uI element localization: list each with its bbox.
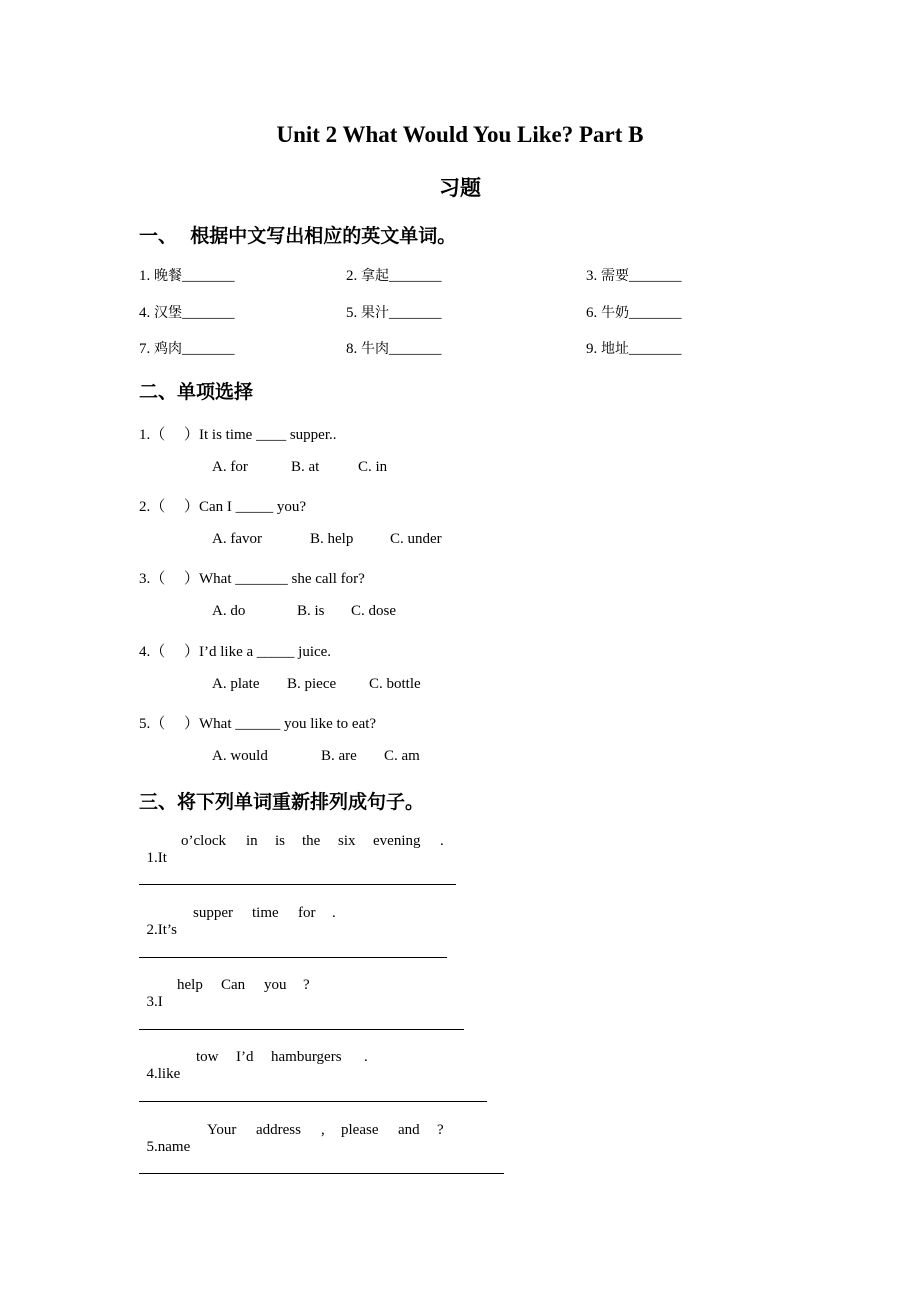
word: , xyxy=(321,1122,325,1138)
mc-option[interactable]: A. favor xyxy=(212,531,262,547)
vocab-item xyxy=(346,302,442,322)
mc-option[interactable]: A. would xyxy=(212,748,268,764)
word: tow xyxy=(196,1049,219,1065)
vocab-blank[interactable]: _______ xyxy=(629,341,682,357)
word: . xyxy=(364,1049,368,1065)
vocab-word: 晚餐 xyxy=(154,268,182,284)
mc-option[interactable]: B. at xyxy=(291,459,320,475)
answer-paren[interactable]: （ ） xyxy=(150,716,200,732)
word: six xyxy=(338,833,356,849)
word: . xyxy=(332,905,336,921)
answer-line[interactable] xyxy=(139,1101,487,1102)
item-number: 4. xyxy=(146,1066,158,1082)
reorder-item xyxy=(139,905,177,939)
vocab-number: 5. xyxy=(346,305,358,321)
word: name xyxy=(157,1139,191,1155)
mc-option[interactable]: B. piece xyxy=(287,676,337,692)
mc-option[interactable]: C. am xyxy=(384,748,420,764)
word: ? xyxy=(437,1122,444,1138)
vocab-item xyxy=(586,302,682,322)
vocab-number: 3. xyxy=(586,268,598,284)
vocab-word: 需要 xyxy=(601,268,629,284)
question-number: 2. xyxy=(139,499,151,515)
item-number: 5. xyxy=(146,1139,158,1155)
answer-line[interactable] xyxy=(139,1173,504,1174)
vocab-blank[interactable]: _______ xyxy=(389,305,442,321)
mc-question xyxy=(139,640,331,661)
word: the xyxy=(302,833,321,849)
answer-line[interactable] xyxy=(139,884,456,885)
question-text: What ______ you like to eat? xyxy=(199,716,377,732)
mc-option[interactable]: C. under xyxy=(390,531,442,547)
vocab-word: 汉堡 xyxy=(154,305,182,321)
reorder-item xyxy=(139,1122,190,1156)
vocab-blank[interactable]: _______ xyxy=(182,268,235,284)
mc-question xyxy=(139,423,337,444)
question-text: What _______ she call for? xyxy=(199,571,365,587)
vocab-word: 鸡肉 xyxy=(154,341,182,357)
answer-paren[interactable]: （ ） xyxy=(150,499,200,515)
vocab-blank[interactable]: _______ xyxy=(629,305,682,321)
word: . xyxy=(440,833,444,849)
page-title: Unit 2 What Would You Like? Part B xyxy=(276,122,644,147)
vocab-item xyxy=(346,265,442,285)
item-number: 1. xyxy=(146,850,158,866)
answer-line[interactable] xyxy=(139,957,447,958)
mc-question xyxy=(139,495,306,516)
vocab-item xyxy=(346,338,442,358)
word: I’d xyxy=(236,1049,254,1065)
section2-heading: 二、单项选择 xyxy=(139,381,254,403)
word: I xyxy=(157,994,163,1010)
vocab-item xyxy=(139,302,235,322)
question-number: 4. xyxy=(139,644,151,660)
mc-question xyxy=(139,712,376,733)
question-number: 1. xyxy=(139,427,151,443)
vocab-blank[interactable]: _______ xyxy=(389,341,442,357)
word: is xyxy=(275,833,286,849)
section1-heading: 一、 根据中文写出相应的英文单词。 xyxy=(139,225,457,247)
question-text: Can I _____ you? xyxy=(199,499,307,515)
item-number: 3. xyxy=(146,994,158,1010)
vocab-word: 牛肉 xyxy=(361,341,389,357)
word: please xyxy=(341,1122,379,1138)
vocab-item xyxy=(586,338,682,358)
mc-option[interactable]: A. plate xyxy=(212,676,260,692)
answer-paren[interactable]: （ ） xyxy=(150,644,200,660)
vocab-item xyxy=(139,265,235,285)
word: ? xyxy=(303,977,310,993)
word: o’clock xyxy=(181,833,226,849)
vocab-blank[interactable]: _______ xyxy=(389,268,442,284)
section3-heading: 三、将下列单词重新排列成句子。 xyxy=(139,791,425,813)
mc-option[interactable]: C. dose xyxy=(351,603,396,619)
vocab-blank[interactable]: _______ xyxy=(182,341,235,357)
word: address xyxy=(256,1122,301,1138)
vocab-word: 拿起 xyxy=(361,268,389,284)
vocab-number: 6. xyxy=(586,305,598,321)
vocab-number: 8. xyxy=(346,341,358,357)
question-number: 5. xyxy=(139,716,151,732)
mc-option[interactable]: A. for xyxy=(212,459,248,475)
word: help xyxy=(177,977,203,993)
mc-question xyxy=(139,567,365,588)
vocab-word: 牛奶 xyxy=(601,305,629,321)
word: supper xyxy=(193,905,233,921)
item-number: 2. xyxy=(146,922,158,938)
question-text: It is time ____ supper.. xyxy=(199,427,337,443)
reorder-item xyxy=(139,1049,180,1083)
word: in xyxy=(246,833,258,849)
word: and xyxy=(398,1122,420,1138)
word: It xyxy=(157,850,167,866)
vocab-blank[interactable]: _______ xyxy=(629,268,682,284)
vocab-item xyxy=(586,265,682,285)
vocab-number: 7. xyxy=(139,341,151,357)
word: time xyxy=(252,905,279,921)
mc-option[interactable]: C. bottle xyxy=(369,676,421,692)
answer-paren[interactable]: （ ） xyxy=(150,427,200,443)
word: evening xyxy=(373,833,421,849)
vocab-item xyxy=(139,338,235,358)
vocab-blank[interactable]: _______ xyxy=(182,305,235,321)
question-text: I’d like a _____ juice. xyxy=(199,644,332,660)
word: you xyxy=(264,977,287,993)
vocab-word: 地址 xyxy=(601,341,629,357)
answer-paren[interactable]: （ ） xyxy=(150,571,200,587)
vocab-number: 9. xyxy=(586,341,598,357)
vocab-word: 果汁 xyxy=(361,305,389,321)
mc-option[interactable]: C. in xyxy=(358,459,388,475)
mc-option[interactable]: B. are xyxy=(321,748,357,764)
word: Your xyxy=(207,1122,237,1138)
mc-option[interactable]: B. help xyxy=(310,531,354,547)
word: Can xyxy=(221,977,246,993)
vocab-number: 2. xyxy=(346,268,358,284)
reorder-item xyxy=(139,833,167,867)
mc-option[interactable]: A. do xyxy=(212,603,246,619)
mc-option[interactable]: B. is xyxy=(297,603,325,619)
vocab-number: 4. xyxy=(139,305,151,321)
answer-line[interactable] xyxy=(139,1029,464,1030)
reorder-item xyxy=(139,977,163,1011)
word: like xyxy=(157,1066,181,1082)
vocab-number: 1. xyxy=(139,268,151,284)
page-subtitle: 习题 xyxy=(439,176,481,200)
question-number: 3. xyxy=(139,571,151,587)
word: hamburgers xyxy=(271,1049,342,1065)
word: It’s xyxy=(157,922,177,938)
word: for xyxy=(298,905,316,921)
